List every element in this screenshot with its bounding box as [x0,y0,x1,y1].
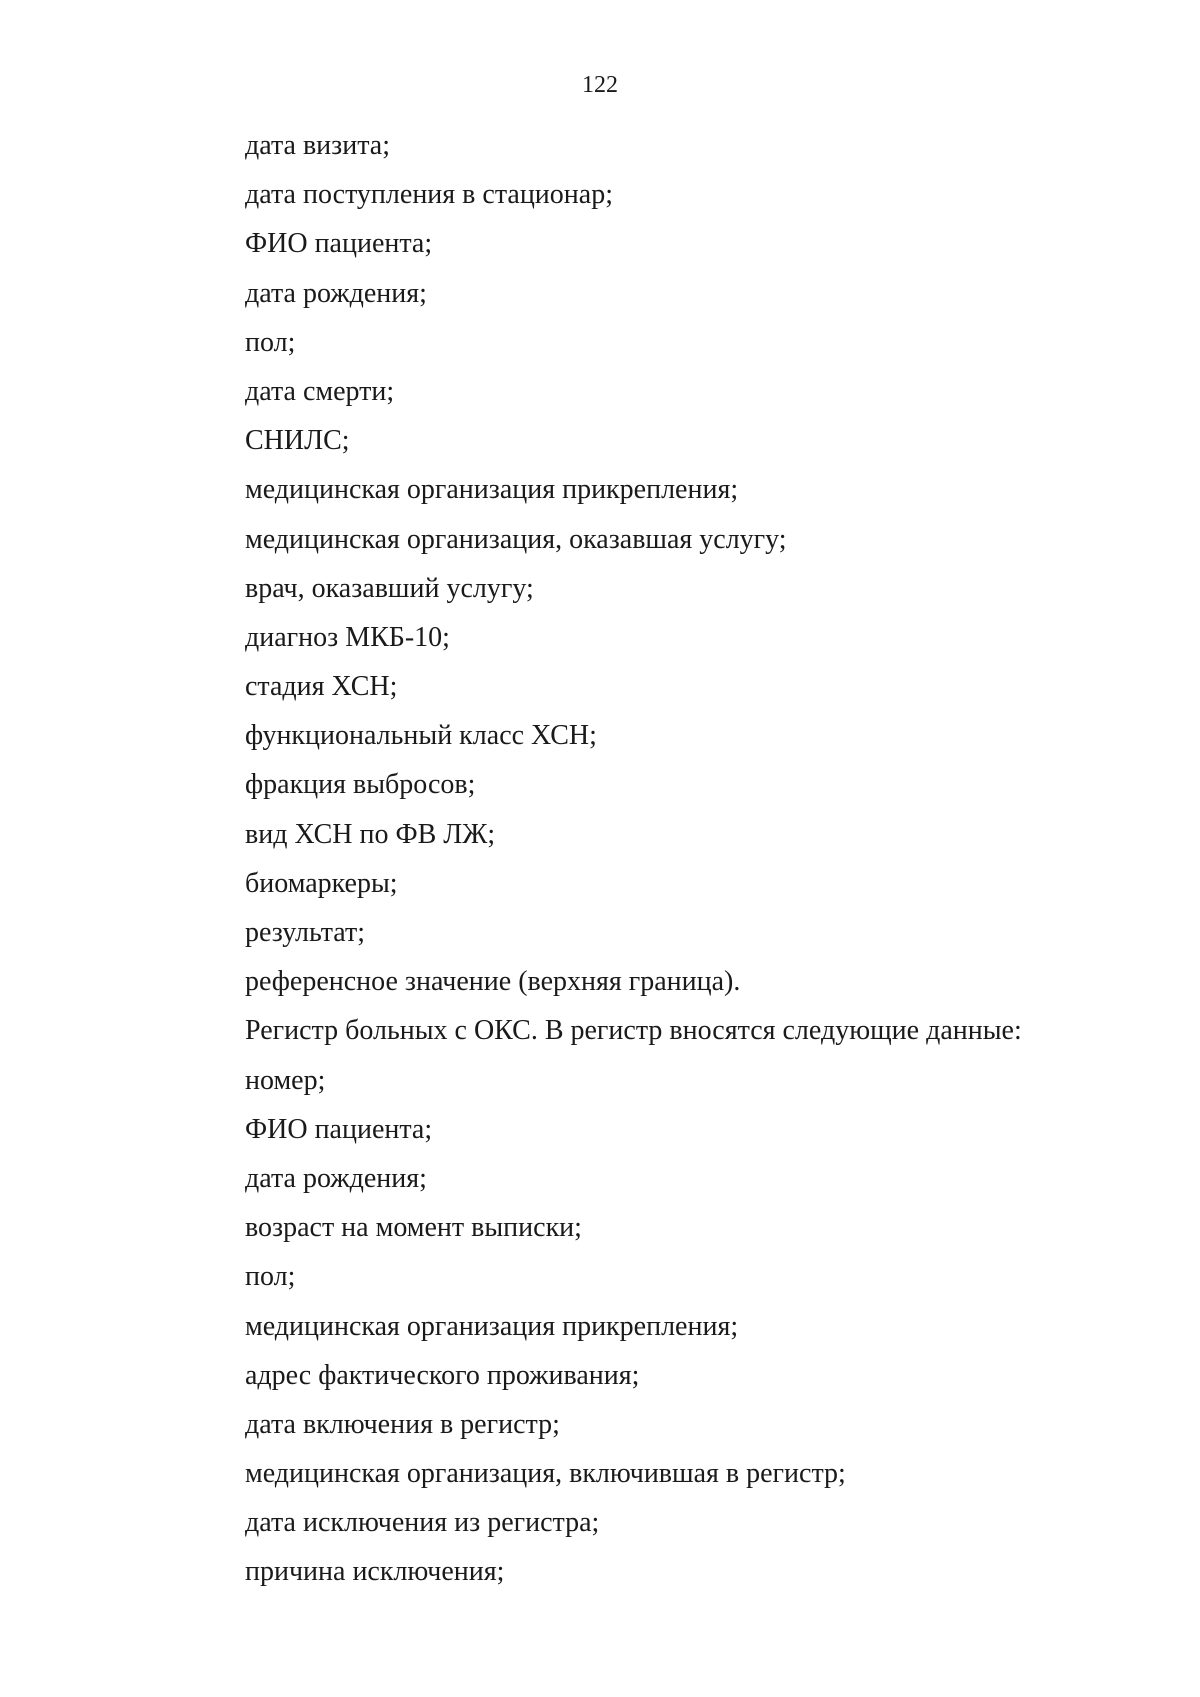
list-item: СНИЛС; [245,425,350,457]
registry-heading: Регистр больных с ОКС. В регистр вносятся следующие данные: [245,1015,1022,1047]
list-item: диагноз МКБ-10; [245,621,450,653]
list-item: дата включения в регистр; [245,1408,560,1440]
list-item: пол; [245,326,296,358]
list-item: медицинская организация прикрепления; [245,1310,739,1342]
list-item: дата рождения; [245,277,427,309]
list-item: дата исключения из регистра; [245,1507,600,1539]
list-item: стадия ХСН; [245,671,398,703]
list-item: номер; [245,1064,326,1096]
list-item: медицинская организация прикрепления; [245,474,739,506]
list-item: функциональный класс ХСН; [245,720,597,752]
list-item: ФИО пациента; [245,228,433,260]
list-item: дата визита; [245,130,390,161]
list-item: фракция выбросов; [245,769,476,801]
list-item: вид ХСН по ФВ ЛЖ; [245,818,496,850]
list-item: референсное значение (верхняя граница). [245,966,741,998]
list-item: пол; [245,1261,296,1293]
list-item: медицинская организация, оказавшая услугу; [245,523,787,555]
list-item: биомаркеры; [245,867,398,899]
list-item: дата смерти; [245,375,395,407]
list-item: дата рождения; [245,1162,427,1194]
list-item: результат; [245,917,365,948]
list-item: дата поступления в стационар; [245,179,613,211]
page-number: 122 [582,72,618,98]
field-list [245,121,1125,1597]
list-item: ФИО пациента; [245,1113,433,1145]
list-item: возраст на момент выписки; [245,1212,582,1244]
list-item: врач, оказавший услугу; [245,572,534,604]
list-item: адрес фактического проживания; [245,1359,640,1391]
list-item: медицинская организация, включившая в регистр; [245,1458,846,1490]
list-item: причина исключения; [245,1556,505,1588]
